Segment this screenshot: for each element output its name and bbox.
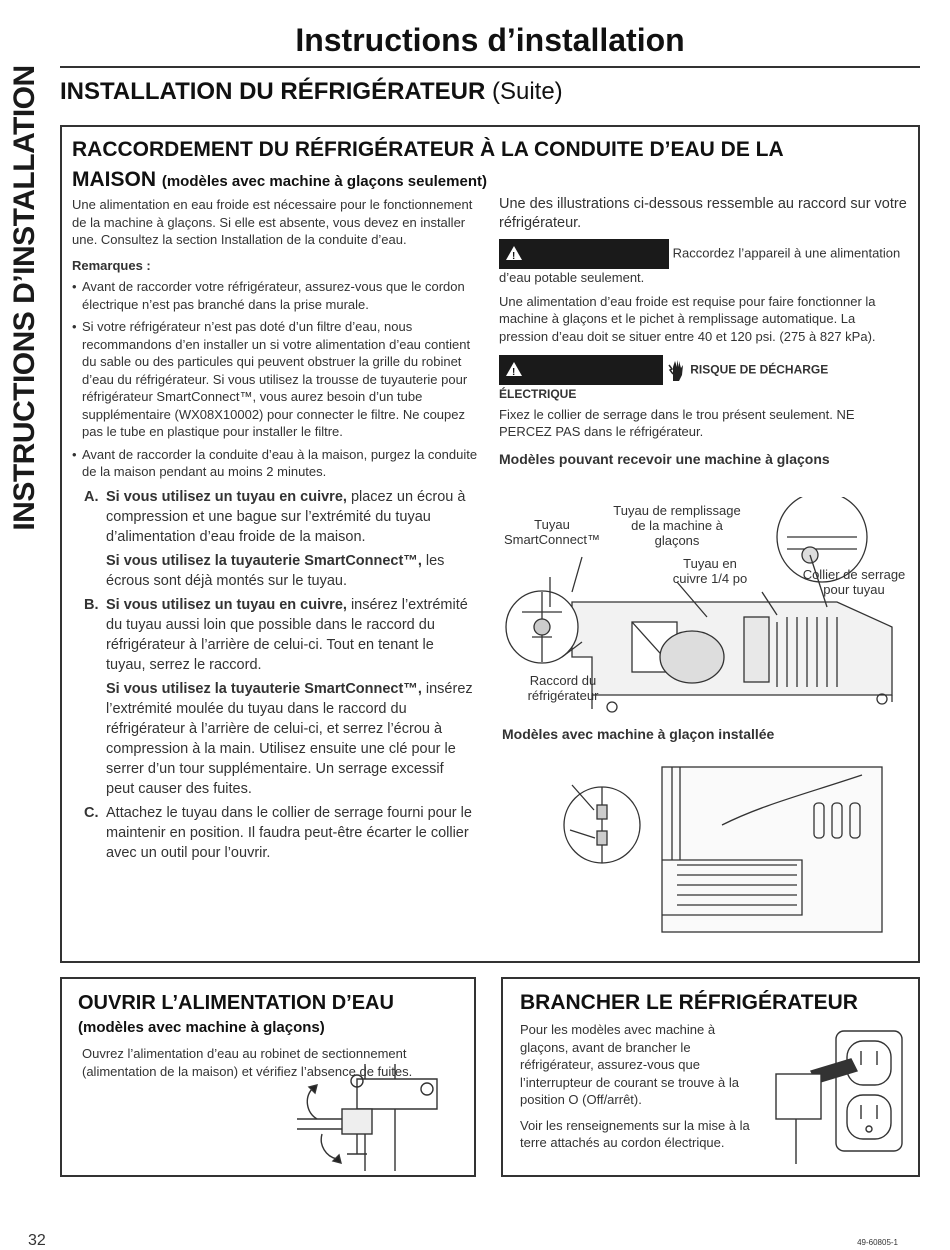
label-copper: Tuyau en cuivre 1/4 po: [672, 556, 748, 586]
list-item: • Si votre réfrigérateur n’est pas doté d’un filtre d’eau, nous recommandons d’en installer un si votre alimentation d’eau contient du sable ou des particules qui peuvent obstruer la grille du robinet d’eau du réfrigérateur. Si vous utilisez la trousse de tuyauterie pour réfrigérateur SmartConnect™, vous aurez besoin d’un tube supplémentaire (WX08X10002) pour connecter le filtre. Ne coupez pas le tube en plastique pour installer le filtre.: [72, 318, 480, 441]
step-text: Attachez le tuyau dans le collier de serrage fourni pour le maintenir en position. Il faudra peut-être écarter le collier avec un outil pour l’ouvrir.: [106, 804, 472, 861]
plug-in-p1: Pour les modèles avec machine à glaçons, avant de brancher le réfrigérateur, assurez-vous que l’interrupteur de courant se trouve à la position O (Off/arrêt).: [520, 1022, 739, 1107]
step-c: [84, 803, 474, 863]
water-line-heading-maison: MAISON: [72, 168, 156, 191]
water-line-heading-line2: [72, 165, 902, 197]
water-line-heading: [72, 135, 902, 197]
step-text: placez un écrou à compression et une bague sur l’extrémité du tuyau d’alimentation d’eau froide de la maison.: [106, 488, 466, 545]
steps-list: [84, 487, 474, 863]
step-a: [84, 487, 474, 591]
shutoff-valve-illustration: [297, 1059, 467, 1171]
intro-text: Une alimentation en eau froide est nécessaire pour le fonctionnement de la machine à glaçons. Si elle est absente, vous devez en installer une. Consultez la section Installation de la conduite d’eau.: [72, 197, 473, 247]
outlet-plug-illustration: [771, 1029, 906, 1169]
step-text: insérez l’extrémité du tuyau aussi loin que possible dans le raccord du réfrigérateur à l’arrière de celui-ci. Tout en tenant le tuyau, serrez le raccord.: [106, 596, 468, 673]
warning-bar: [499, 355, 663, 385]
open-water-heading: OUVRIR L’ALIMENTATION D’EAU: [78, 992, 394, 1014]
plug-in-text: [520, 1021, 760, 1160]
caution-text: Raccordez l’appareil à une alimentation d’eau potable seulement.: [499, 245, 901, 285]
step-sub: [106, 551, 474, 591]
shock-hand-icon: [667, 357, 687, 383]
step-sub-lead: Si vous utilisez la tuyauterie SmartConnect™,: [106, 552, 422, 569]
figure2-title: Modèles avec machine à glaçon installée: [502, 726, 775, 742]
title-divider: [60, 66, 920, 68]
page-title: Instructions d’installation: [295, 22, 685, 58]
open-water-sub: (modèles avec machine à glaçons): [78, 1019, 325, 1036]
side-tab-label: INSTRUCTIONS D’INSTALLATION: [8, 65, 41, 531]
list-item: • Avant de raccorder votre réfrigérateur, assurez-vous que le cordon électrique n’est pas branché dans la prise murale.: [72, 278, 480, 313]
section-title-suffix: (Suite): [491, 78, 563, 105]
step-letter: B.: [84, 596, 99, 613]
plug-in-heading: BRANCHER LE RÉFRIGÉRATEUR: [520, 991, 858, 1014]
plug-in-section: [501, 977, 920, 1177]
figure1-title: Modèles pouvant recevoir une machine à glaçons: [499, 450, 830, 467]
list-item: • Avant de raccorder la conduite d’eau à la maison, purgez la conduite de la maison pendant au moins 2 minutes.: [72, 446, 480, 481]
step-sub-text: insérez l’extrémité moulée du tuyau dans le raccord du réfrigérateur à l’arrière de celui-ci, et serrez l’écrou à compression à la main. Utilisez ensuite une clé pour le serrer d’un tour supplémentaire. Un serrage excessif peut causer des fuites.: [106, 680, 473, 797]
warning-triangle-icon: [506, 246, 522, 260]
warning-box: [499, 355, 907, 404]
right-column: [499, 195, 907, 468]
figure2-illustration: [562, 765, 892, 935]
label-clamp: Collier de serrage pour tuyau: [802, 567, 906, 597]
caution-bar: [499, 239, 669, 269]
right-intro: Une des illustrations ci-dessous ressemble au raccord sur votre réfrigérateur.: [499, 196, 907, 231]
section-title-text: INSTALLATION DU RÉFRIGÉRATEUR: [60, 78, 486, 105]
warning-text: Fixez le collier de serrage dans le trou présent seulement. NE PERCEZ PAS dans le réfrigérateur.: [499, 406, 855, 439]
step-b: [84, 595, 474, 799]
cold-water-text: Une alimentation d’eau froide est requise pour faire fonctionner la machine à glaçons et le pichet à remplissage automatique. La pression d’eau doit se situer entre 40 et 120 psi. (275 à 827 kPa).: [499, 293, 876, 344]
open-water-section: [60, 977, 476, 1177]
label-fitting: Raccord du réfrigérateur: [527, 673, 599, 703]
warning-label: RISQUE DE DÉCHARGE ÉLECTRIQUE: [499, 362, 829, 401]
step-sub: [106, 679, 474, 799]
water-line-section: [60, 125, 920, 963]
remarks-label: Remarques :: [72, 257, 151, 273]
label-fill-tube: Tuyau de remplissage de la machine à glaçons: [613, 503, 741, 548]
caution-box: [499, 239, 907, 287]
left-column: [72, 196, 480, 867]
section-title: [60, 78, 563, 106]
plug-in-p2: Voir les renseignements sur la mise à la terre attachés au cordon électrique.: [520, 1117, 750, 1150]
page-number: 32: [28, 1232, 46, 1249]
step-sub-lead: Si vous utilisez la tuyauterie SmartConnect™,: [106, 680, 422, 697]
doc-code: 49-60805-1: [857, 1238, 898, 1247]
warning-triangle-icon: [506, 362, 522, 376]
label-smartconnect: Tuyau SmartConnect™: [503, 517, 601, 547]
step-sub-text: les écrous sont déjà montés sur le tuyau.: [106, 552, 445, 589]
open-water-text: Ouvrez l’alimentation d’eau au robinet de sectionnement (alimentation de la maison) et vérifiez l’absence de fuites.: [82, 1046, 413, 1079]
step-lead: Si vous utilisez un tuyau en cuivre,: [106, 596, 347, 613]
side-tab: [0, 28, 50, 568]
remarks-list: [72, 278, 480, 481]
step-letter: A.: [84, 488, 99, 505]
step-lead: Si vous utilisez un tuyau en cuivre,: [106, 488, 347, 505]
step-letter: C.: [84, 804, 99, 821]
water-line-heading-sub: (modèles avec machine à glaçons seulement): [161, 173, 487, 190]
water-line-heading-line1: RACCORDEMENT DU RÉFRIGÉRATEUR À LA CONDUITE D’EAU DE LA: [72, 138, 784, 161]
